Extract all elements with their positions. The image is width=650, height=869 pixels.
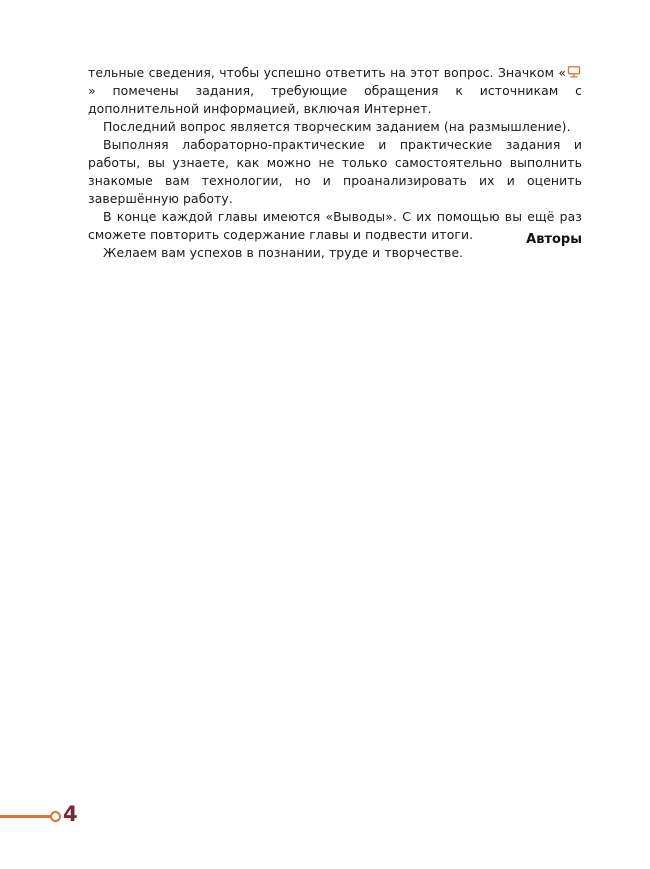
paragraph-2: Последний вопрос является творческим заданием (на размышление). [103,119,571,134]
body-text [88,64,582,262]
computer-icon [567,66,581,78]
footer-line [0,815,54,818]
paragraph-3: Выполняя лабораторно-практические и практические задания и работы, вы узнаете, как можно не только самостоятельно выполнить знакомые вам технологии, но и проанализировать их и оценить завершённую работу. [88,137,582,206]
paragraph-1-start: тельные сведения, чтобы успешно ответить на этот вопрос. Значком « [88,65,566,80]
paragraph-5: Желаем вам успехов в познании, труде и творчестве. [103,245,464,260]
authors-signature: Авторы [526,232,582,247]
footer-dot [50,811,61,822]
paragraph-1-end: » помечены задания, требующие обращения к источникам с дополнительной информацией, включая Интернет. [88,83,582,116]
page-number: 4 [63,802,78,826]
paragraph-1 [88,64,582,118]
paragraph-4: В конце каждой главы имеются «Выводы». С их помощью вы ещё раз сможете повторить содержание главы и подвести итоги. [88,209,582,242]
